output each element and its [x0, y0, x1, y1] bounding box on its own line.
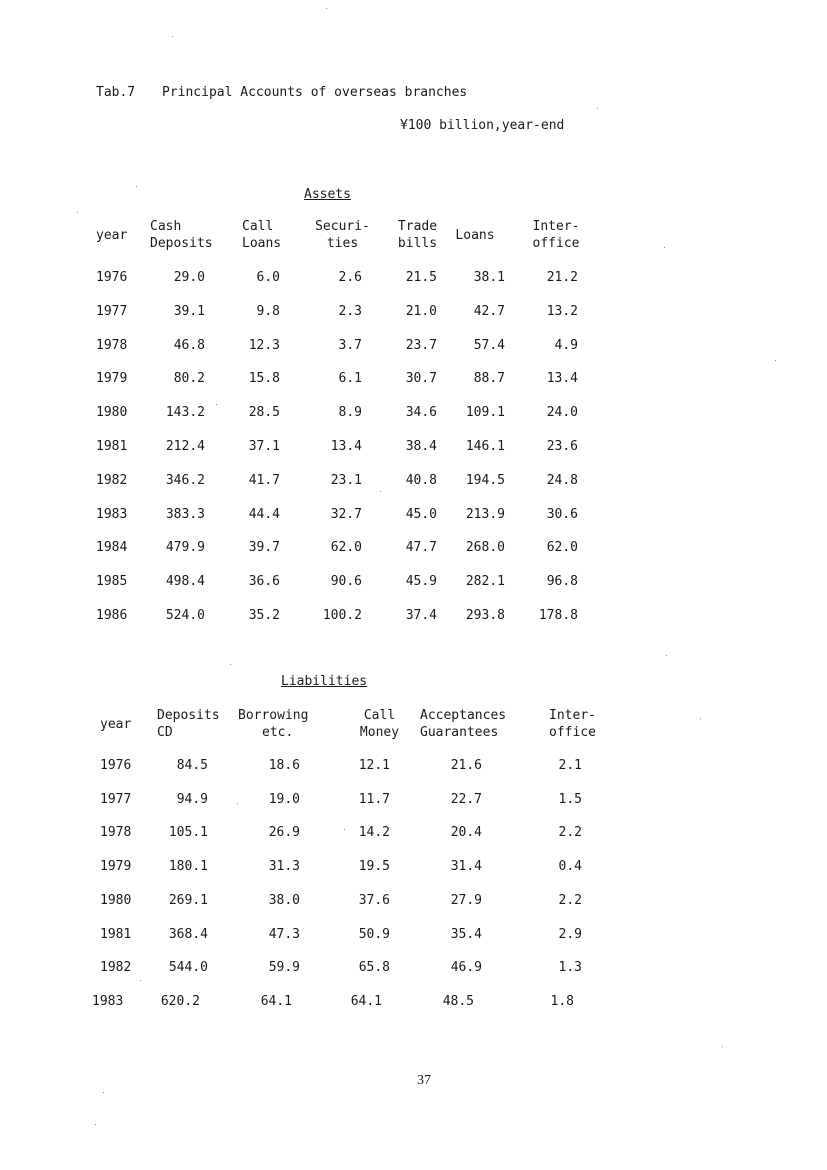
liabilities-value-cell: 65.8	[358, 960, 390, 975]
assets-value-cell: 6.1	[338, 371, 362, 386]
assets-value-cell: 36.6	[248, 574, 280, 589]
assets-value-cell: 40.8	[405, 473, 437, 488]
scan-speck	[664, 247, 665, 248]
assets-value-cell: 21.2	[546, 270, 578, 285]
assets-col-header: Loans	[455, 228, 495, 243]
liabilities-value-cell: 64.1	[350, 994, 382, 1009]
assets-value-cell: 96.8	[546, 574, 578, 589]
liabilities-value-cell: 31.3	[268, 859, 300, 874]
assets-value-cell: 21.0	[405, 304, 437, 319]
assets-value-cell: 37.4	[405, 608, 437, 623]
assets-col-header: bills	[397, 236, 438, 251]
assets-value-cell: 41.7	[248, 473, 280, 488]
assets-value-cell: 88.7	[473, 371, 505, 386]
liabilities-value-cell: 105.1	[168, 825, 208, 840]
liabilities-heading: Liabilities	[281, 674, 368, 689]
assets-value-cell: 383.3	[165, 507, 205, 522]
assets-year-cell: 1976	[96, 270, 128, 285]
scan-speck	[722, 1046, 723, 1047]
assets-year-cell: 1978	[96, 338, 128, 353]
assets-year-cell: 1984	[96, 540, 128, 555]
liabilities-value-cell: 19.0	[268, 792, 300, 807]
assets-value-cell: 62.0	[330, 540, 362, 555]
scan-speck	[136, 186, 137, 187]
liabilities-value-cell: 31.4	[450, 859, 482, 874]
liabilities-value-cell: 2.2	[558, 893, 582, 908]
assets-value-cell: 39.1	[173, 304, 205, 319]
scan-speck	[77, 212, 78, 213]
liabilities-col-header: Acceptances	[420, 708, 507, 723]
liabilities-value-cell: 27.9	[450, 893, 482, 908]
assets-value-cell: 100.2	[322, 608, 362, 623]
liabilities-value-cell: 544.0	[168, 960, 208, 975]
assets-col-header: Inter-	[532, 219, 580, 234]
assets-value-cell: 46.8	[173, 338, 205, 353]
assets-col-header: Deposits	[150, 236, 213, 251]
assets-value-cell: 9.8	[256, 304, 280, 319]
scan-speck	[700, 718, 701, 719]
table-title-text: Principal Accounts of overseas branches	[162, 85, 468, 100]
liabilities-value-cell: 64.1	[260, 994, 292, 1009]
liabilities-value-cell: 26.9	[268, 825, 300, 840]
liabilities-value-cell: 47.3	[268, 927, 300, 942]
liabilities-year-cell: 1979	[100, 859, 132, 874]
scan-speck	[775, 360, 776, 361]
scan-speck	[103, 1092, 104, 1093]
assets-value-cell: 35.2	[248, 608, 280, 623]
assets-value-cell: 30.7	[405, 371, 437, 386]
assets-value-cell: 524.0	[165, 608, 205, 623]
assets-year-cell: 1982	[96, 473, 128, 488]
assets-year-cell: 1979	[96, 371, 128, 386]
assets-col-header: Cash	[150, 219, 182, 234]
assets-value-cell: 498.4	[165, 574, 205, 589]
liabilities-value-cell: 180.1	[168, 859, 208, 874]
liabilities-year-cell: 1977	[100, 792, 132, 807]
liabilities-value-cell: 2.2	[558, 825, 582, 840]
scan-speck	[172, 36, 173, 37]
liabilities-col-header: year	[100, 717, 132, 732]
liabilities-value-cell: 84.5	[176, 758, 208, 773]
liabilities-value-cell: 1.5	[558, 792, 582, 807]
assets-heading: Assets	[304, 187, 351, 202]
assets-value-cell: 21.5	[405, 270, 437, 285]
page-number: 37	[417, 1073, 431, 1088]
assets-value-cell: 62.0	[546, 540, 578, 555]
assets-value-cell: 212.4	[165, 439, 205, 454]
assets-value-cell: 8.9	[338, 405, 362, 420]
assets-col-header: Loans	[242, 236, 282, 251]
assets-year-cell: 1986	[96, 608, 128, 623]
table-label: Tab.7	[96, 85, 136, 100]
assets-value-cell: 146.1	[465, 439, 505, 454]
assets-value-cell: 13.4	[330, 439, 362, 454]
assets-value-cell: 57.4	[473, 338, 505, 353]
liabilities-value-cell: 22.7	[450, 792, 482, 807]
liabilities-year-cell: 1978	[100, 825, 132, 840]
assets-value-cell: 42.7	[473, 304, 505, 319]
assets-year-cell: 1981	[96, 439, 128, 454]
assets-col-header: ties	[326, 236, 359, 251]
assets-value-cell: 23.1	[330, 473, 362, 488]
scan-speck	[230, 664, 231, 665]
assets-value-cell: 24.8	[546, 473, 578, 488]
assets-value-cell: 15.8	[248, 371, 280, 386]
liabilities-value-cell: 19.5	[358, 859, 390, 874]
liabilities-col-header: Money	[359, 725, 400, 740]
scan-speck	[237, 803, 238, 804]
liabilities-value-cell: 94.9	[176, 792, 208, 807]
assets-col-header: Securi-	[315, 219, 370, 234]
assets-value-cell: 28.5	[248, 405, 280, 420]
scan-speck	[597, 108, 598, 109]
assets-value-cell: 34.6	[405, 405, 437, 420]
liabilities-value-cell: 12.1	[358, 758, 390, 773]
assets-value-cell: 47.7	[405, 540, 437, 555]
liabilities-value-cell: 620.2	[160, 994, 200, 1009]
assets-value-cell: 3.7	[338, 338, 362, 353]
assets-value-cell: 346.2	[165, 473, 205, 488]
scan-speck	[344, 829, 345, 830]
scan-speck	[326, 8, 327, 9]
assets-value-cell: 6.0	[256, 270, 280, 285]
liabilities-value-cell: 48.5	[442, 994, 474, 1009]
liabilities-value-cell: 21.6	[450, 758, 482, 773]
liabilities-year-cell: 1981	[100, 927, 132, 942]
liabilities-year-cell: 1976	[100, 758, 132, 773]
assets-value-cell: 29.0	[173, 270, 205, 285]
liabilities-col-header: Deposits	[157, 708, 220, 723]
liabilities-value-cell: 368.4	[168, 927, 208, 942]
unit-note: ¥100 billion,year-end	[400, 118, 565, 133]
scan-speck	[95, 1124, 96, 1125]
assets-year-cell: 1980	[96, 405, 128, 420]
liabilities-col-header: Borrowing	[238, 708, 309, 723]
assets-value-cell: 4.9	[554, 338, 578, 353]
liabilities-value-cell: 269.1	[168, 893, 208, 908]
assets-col-header: year	[96, 228, 128, 243]
assets-value-cell: 80.2	[173, 371, 205, 386]
assets-value-cell: 38.4	[405, 439, 437, 454]
assets-value-cell: 13.4	[546, 371, 578, 386]
liabilities-year-cell: 1982	[100, 960, 132, 975]
scan-speck	[216, 404, 217, 405]
scan-speck	[666, 655, 667, 656]
liabilities-value-cell: 37.6	[358, 893, 390, 908]
liabilities-value-cell: 14.2	[358, 825, 390, 840]
assets-value-cell: 45.9	[405, 574, 437, 589]
liabilities-year-cell: 1983	[92, 994, 124, 1009]
liabilities-col-header: Inter-	[549, 708, 596, 723]
liabilities-value-cell: 0.4	[558, 859, 582, 874]
assets-value-cell: 24.0	[546, 405, 578, 420]
liabilities-col-header: Guarantees	[420, 725, 499, 740]
liabilities-value-cell: 2.9	[558, 927, 582, 942]
assets-year-cell: 1977	[96, 304, 128, 319]
liabilities-value-cell: 46.9	[450, 960, 482, 975]
liabilities-col-header: office	[549, 725, 596, 740]
assets-value-cell: 293.8	[465, 608, 505, 623]
liabilities-value-cell: 18.6	[268, 758, 300, 773]
assets-value-cell: 2.6	[338, 270, 362, 285]
assets-col-header: Trade	[397, 219, 438, 234]
assets-value-cell: 12.3	[248, 338, 280, 353]
assets-value-cell: 45.0	[405, 507, 437, 522]
liabilities-value-cell: 20.4	[450, 825, 482, 840]
liabilities-col-header: etc.	[262, 725, 294, 740]
assets-value-cell: 38.1	[473, 270, 505, 285]
assets-value-cell: 268.0	[465, 540, 505, 555]
assets-value-cell: 2.3	[338, 304, 362, 319]
assets-value-cell: 479.9	[165, 540, 205, 555]
assets-value-cell: 30.6	[546, 507, 578, 522]
assets-value-cell: 39.7	[248, 540, 280, 555]
assets-value-cell: 109.1	[465, 405, 505, 420]
liabilities-year-cell: 1980	[100, 893, 132, 908]
assets-value-cell: 90.6	[330, 574, 362, 589]
assets-value-cell: 178.8	[538, 608, 578, 623]
assets-value-cell: 282.1	[465, 574, 505, 589]
liabilities-col-header: Call	[363, 708, 396, 723]
assets-value-cell: 143.2	[165, 405, 205, 420]
liabilities-value-cell: 35.4	[450, 927, 482, 942]
assets-value-cell: 213.9	[465, 507, 505, 522]
assets-value-cell: 37.1	[248, 439, 280, 454]
assets-value-cell: 32.7	[330, 507, 362, 522]
scan-speck	[140, 980, 141, 981]
liabilities-value-cell: 2.1	[558, 758, 582, 773]
assets-value-cell: 23.7	[405, 338, 437, 353]
assets-value-cell: 44.4	[248, 507, 280, 522]
liabilities-col-header: CD	[157, 725, 173, 740]
assets-value-cell: 13.2	[546, 304, 578, 319]
assets-value-cell: 194.5	[465, 473, 505, 488]
assets-col-header: Call	[242, 219, 274, 234]
liabilities-value-cell: 1.3	[558, 960, 582, 975]
liabilities-value-cell: 38.0	[268, 893, 300, 908]
assets-value-cell: 23.6	[546, 439, 578, 454]
table-title	[96, 85, 467, 100]
scan-speck	[380, 491, 381, 492]
liabilities-value-cell: 59.9	[268, 960, 300, 975]
liabilities-value-cell: 1.8	[550, 994, 574, 1009]
liabilities-value-cell: 11.7	[358, 792, 390, 807]
assets-col-header: office	[532, 236, 580, 251]
liabilities-value-cell: 50.9	[358, 927, 390, 942]
assets-year-cell: 1985	[96, 574, 128, 589]
assets-year-cell: 1983	[96, 507, 128, 522]
